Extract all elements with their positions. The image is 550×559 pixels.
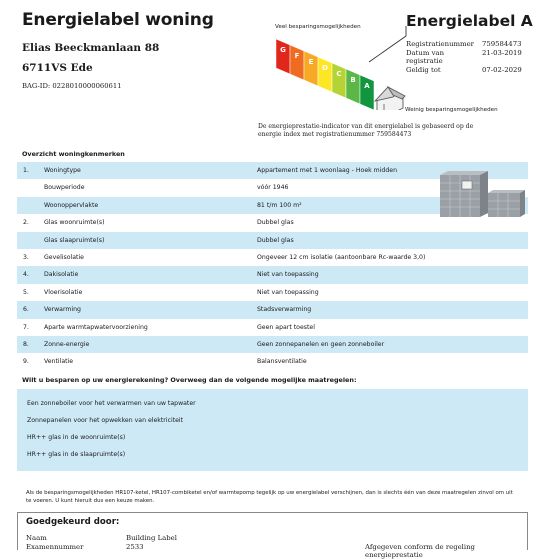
top-caption: Veel besparingsmogelijkheden bbox=[275, 24, 361, 30]
row-number: 3. bbox=[23, 253, 29, 261]
registration-date-key: Datum van registratie bbox=[406, 48, 445, 65]
row-name: Dakisolatie bbox=[44, 271, 79, 279]
registration-date-row bbox=[406, 49, 522, 66]
table-row bbox=[17, 353, 528, 370]
measures-box bbox=[17, 389, 528, 471]
address-street: Elias Beeckmanlaan 88 bbox=[22, 42, 160, 54]
building-illustration-icon bbox=[440, 169, 525, 217]
address-postcode-city: 6711VS Ede bbox=[22, 62, 93, 74]
measures-question: Wilt u besparen op uw energierekening? Overweeg dan de volgende mogelijke maatregelen: bbox=[22, 376, 357, 384]
row-number: 1. bbox=[23, 167, 29, 174]
table-row bbox=[17, 301, 528, 318]
row-number: 9. bbox=[23, 358, 29, 366]
row-number: 8. bbox=[23, 340, 29, 348]
exam-number-value: 2533 bbox=[126, 543, 144, 551]
table-row bbox=[17, 232, 528, 249]
issued-statement: Afgegeven conform de regeling energieprestatie bbox=[365, 543, 475, 559]
label-class-block-f bbox=[290, 45, 304, 80]
table-row bbox=[17, 336, 528, 353]
row-value: Niet van toepassing bbox=[257, 288, 319, 296]
approved-heading: Goedgekeurd door: bbox=[26, 517, 120, 527]
row-name: Zonne-energie bbox=[44, 340, 90, 348]
row-value: 81 t/m 100 m² bbox=[257, 201, 302, 209]
row-value: Geen apart toestel bbox=[257, 323, 315, 331]
list-item: HR++ glas in de slaapruimte(s) bbox=[27, 451, 126, 458]
label-class-letter: C bbox=[336, 70, 342, 78]
row-number: 7. bbox=[23, 323, 29, 331]
row-name: Bouwperiode bbox=[44, 184, 85, 192]
row-value: Dubbel glas bbox=[257, 236, 294, 244]
row-name: Ventilatie bbox=[44, 358, 74, 366]
row-name: Glas slaapruimte(s) bbox=[44, 236, 105, 244]
row-name: Woningtype bbox=[44, 167, 81, 174]
row-number: 5. bbox=[23, 288, 29, 296]
registration-date-value: 21-03-2019 bbox=[482, 48, 522, 57]
row-name: Vloerisolatie bbox=[44, 288, 83, 296]
bag-id: BAG-ID: 0228010000060611 bbox=[22, 82, 122, 90]
registration-number-key: Registratienummer bbox=[406, 40, 474, 48]
index-note: De energieprestatie-indicator van dit energielabel is gebaseerd op de energie index met registratienummer 759584473 bbox=[258, 123, 474, 138]
overview-heading: Overzicht woningkenmerken bbox=[22, 150, 125, 158]
registration-details bbox=[406, 40, 522, 74]
label-class-letter: A bbox=[364, 82, 370, 90]
row-value: Ongeveer 12 cm isolatie (aantoonbare Rc-waarde 3,0) bbox=[257, 253, 426, 261]
valid-until-key: Geldig tot bbox=[406, 65, 441, 74]
label-class-block-g bbox=[276, 39, 290, 74]
list-item: Zonnepanelen voor het opwekken van elektriciteit bbox=[27, 417, 184, 424]
registration-number-value: 759584473 bbox=[482, 40, 522, 48]
label-class-block-e bbox=[304, 51, 318, 86]
label-class-letter: G bbox=[280, 46, 286, 54]
name-value: Building Label bbox=[126, 534, 177, 542]
row-value: Geen zonnepanelen en geen zonneboiler bbox=[257, 340, 385, 348]
label-class-block-b bbox=[346, 69, 360, 104]
row-number: 6. bbox=[23, 306, 29, 314]
exam-number-key: Examennummer bbox=[26, 543, 84, 551]
name-key: Naam bbox=[26, 534, 47, 542]
valid-until-row bbox=[406, 66, 522, 75]
label-class-block-a bbox=[360, 75, 374, 110]
row-value: vóór 1946 bbox=[257, 184, 289, 192]
table-row bbox=[17, 319, 528, 336]
page-title: Energielabel woning bbox=[22, 10, 214, 30]
row-name: Woonoppervlakte bbox=[44, 201, 99, 209]
measures-disclaimer: Als de besparingsmogelijkheden HR107-ketel, HR107-combiketel en/of warmtepomp tegelijk op uw energielabel verschijnen, dan is slechts één van deze maatregelen zinvol om uit te voeren. U kunt hieruit dus een keuze maken. bbox=[26, 490, 513, 504]
label-class-block-d bbox=[318, 57, 332, 92]
row-name: Aparte warmtapwatervoorziening bbox=[44, 323, 148, 331]
table-row bbox=[17, 284, 528, 301]
row-name: Glas woonruimte(s) bbox=[44, 219, 105, 227]
row-value: Appartement met 1 woonlaag - Hoek midden bbox=[257, 167, 398, 174]
row-value: Niet van toepassing bbox=[257, 271, 319, 279]
row-name: Gevelisolatie bbox=[44, 253, 84, 261]
bottom-caption: Weinig besparingsmogelijkheden bbox=[405, 107, 498, 113]
row-value: Stadsverwarming bbox=[257, 306, 312, 314]
row-name: Verwarming bbox=[44, 306, 81, 314]
approved-by-box bbox=[17, 512, 528, 559]
label-pointer-line bbox=[365, 24, 410, 66]
energy-label-title: Energielabel A bbox=[406, 12, 533, 30]
valid-until-value: 07-02-2029 bbox=[482, 65, 522, 74]
row-number: 4. bbox=[23, 271, 29, 279]
label-class-letter: F bbox=[294, 52, 300, 60]
table-row bbox=[17, 266, 528, 283]
label-class-letter: E bbox=[308, 58, 314, 66]
label-class-letter: D bbox=[322, 64, 328, 72]
row-value: Dubbel glas bbox=[257, 219, 294, 227]
list-item: HR++ glas in de woonruimte(s) bbox=[27, 434, 126, 441]
house-icon bbox=[375, 87, 405, 110]
row-number: 2. bbox=[23, 219, 29, 227]
table-row bbox=[17, 249, 528, 266]
label-class-letter: B bbox=[350, 76, 356, 84]
registration-number-row bbox=[406, 40, 522, 49]
label-class-block-c bbox=[332, 63, 346, 98]
list-item: Een zonneboiler voor het verwarmen van uw tapwater bbox=[27, 400, 196, 407]
row-value: Balansventilatie bbox=[257, 358, 307, 366]
